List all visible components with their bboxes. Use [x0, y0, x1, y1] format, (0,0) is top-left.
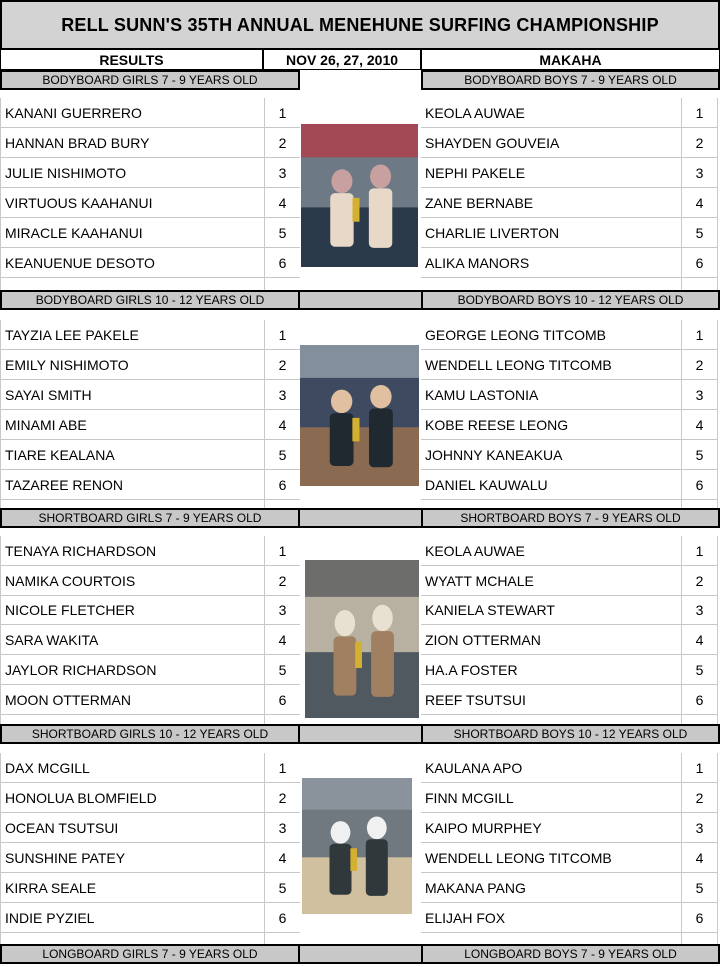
- spacer-row: [421, 933, 718, 944]
- place-number: 4: [264, 625, 300, 654]
- athlete-name: INDIE PYZIEL: [5, 909, 95, 926]
- athlete-name: KAULANA APO: [425, 759, 523, 776]
- result-row: [421, 158, 718, 188]
- place-number: 5: [681, 440, 717, 469]
- athlete-name: MIRACLE KAAHANUI: [5, 224, 143, 241]
- athlete-name: MINAMI ABE: [5, 416, 87, 433]
- athlete-name: NAMIKA COURTOIS: [5, 572, 136, 589]
- category-header: SHORTBOARD BOYS 10 - 12 YEARS OLD: [421, 724, 720, 744]
- result-row: [0, 350, 300, 380]
- location-header: MAKAHA: [421, 50, 720, 70]
- place-number: 3: [681, 595, 717, 624]
- athlete-name: ALIKA MANORS: [425, 254, 530, 271]
- place-number: 2: [264, 128, 300, 157]
- result-row: [421, 536, 718, 566]
- athlete-name: KANANI GUERRERO: [5, 104, 142, 121]
- athlete-name: CHARLIE LIVERTON: [425, 224, 560, 241]
- spacer-cell: [1, 278, 264, 290]
- athlete-name: SHAYDEN GOUVEIA: [425, 134, 560, 151]
- spacer-cell: [421, 500, 681, 508]
- result-row: [0, 595, 300, 625]
- athlete-name: KAMU LASTONIA: [425, 386, 539, 403]
- result-row: [0, 843, 300, 873]
- category-header: BODYBOARD GIRLS 10 - 12 YEARS OLD: [0, 290, 300, 310]
- place-number: 3: [264, 380, 300, 409]
- category-divider: [300, 944, 421, 964]
- athlete-name: JOHNNY KANEAKUA: [425, 446, 563, 463]
- result-row: [0, 380, 300, 410]
- place-number: 4: [681, 188, 717, 217]
- place-number: 1: [264, 753, 300, 782]
- category-divider: [300, 724, 421, 744]
- spacer-cell: [681, 715, 717, 724]
- spacer-row: [421, 500, 718, 508]
- category-header: SHORTBOARD GIRLS 10 - 12 YEARS OLD: [0, 724, 300, 744]
- result-row: [421, 813, 718, 843]
- place-number: 4: [681, 410, 717, 439]
- place-number: 6: [681, 470, 717, 499]
- place-number: 3: [681, 380, 717, 409]
- spacer-cell: [1, 500, 264, 508]
- place-number: 1: [264, 536, 300, 565]
- spacer-cell: [421, 278, 681, 290]
- place-number: 4: [264, 410, 300, 439]
- result-row: [0, 813, 300, 843]
- award-photo-icon: [302, 778, 412, 914]
- athlete-name: HONOLUA BLOMFIELD: [5, 789, 157, 806]
- result-row: [0, 536, 300, 566]
- place-number: 2: [681, 350, 717, 379]
- athlete-name: ELIJAH FOX: [425, 909, 506, 926]
- athlete-name: JULIE NISHIMOTO: [5, 164, 127, 181]
- place-number: 6: [681, 903, 717, 932]
- place-number: 2: [681, 128, 717, 157]
- category-divider: [300, 290, 421, 310]
- athlete-name: TAYZIA LEE PAKELE: [5, 326, 139, 343]
- place-number: 5: [264, 655, 300, 684]
- result-row: [0, 248, 300, 278]
- result-row: [0, 440, 300, 470]
- spacer-row: [421, 278, 718, 290]
- category-header: SHORTBOARD BOYS 7 - 9 YEARS OLD: [421, 508, 720, 528]
- place-number: 1: [264, 320, 300, 349]
- spacer-row: [0, 500, 300, 508]
- result-row: [421, 218, 718, 248]
- athlete-name: ZION OTTERMAN: [425, 631, 541, 648]
- result-row: [0, 410, 300, 440]
- place-number: 3: [681, 813, 717, 842]
- result-row: [0, 320, 300, 350]
- place-number: 2: [264, 350, 300, 379]
- place-number: 3: [264, 158, 300, 187]
- athlete-name: DANIEL KAUWALU: [425, 476, 548, 493]
- result-row: [421, 753, 718, 783]
- place-number: 6: [264, 685, 300, 714]
- result-row: [421, 128, 718, 158]
- place-number: 6: [264, 903, 300, 932]
- place-number: 2: [264, 783, 300, 812]
- result-row: [421, 655, 718, 685]
- result-row: [0, 655, 300, 685]
- result-row: [421, 440, 718, 470]
- athlete-name: MAKANA PANG: [425, 879, 526, 896]
- athlete-name: SUNSHINE PATEY: [5, 849, 126, 866]
- spacer-cell: [681, 500, 717, 508]
- place-number: 1: [681, 98, 717, 127]
- athlete-name: TAZAREE RENON: [5, 476, 123, 493]
- athlete-name: HANNAN BRAD BURY: [5, 134, 150, 151]
- result-row: [421, 625, 718, 655]
- result-row: [421, 410, 718, 440]
- result-row: [0, 98, 300, 128]
- place-number: 5: [681, 218, 717, 247]
- category-header: BODYBOARD GIRLS 7 - 9 YEARS OLD: [0, 70, 300, 90]
- athlete-name: KIRRA SEALE: [5, 879, 97, 896]
- place-number: 1: [264, 98, 300, 127]
- result-row: [0, 566, 300, 596]
- result-row: [421, 843, 718, 873]
- spacer-cell: [1, 933, 264, 944]
- result-row: [421, 248, 718, 278]
- spacer-cell: [421, 715, 681, 724]
- result-row: [421, 903, 718, 933]
- athlete-name: VIRTUOUS KAAHANUI: [5, 194, 153, 211]
- page-title: RELL SUNN'S 35TH ANNUAL MENEHUNE SURFING CHAMPIONSHIP: [0, 0, 720, 50]
- award-photo-icon: [301, 124, 418, 267]
- spacer-row: [0, 715, 300, 724]
- place-number: 2: [264, 566, 300, 595]
- place-number: 3: [264, 813, 300, 842]
- athlete-name: KOBE REESE LEONG: [425, 416, 569, 433]
- athlete-name: ZANE BERNABE: [425, 194, 534, 211]
- result-row: [421, 873, 718, 903]
- category-header: BODYBOARD BOYS 10 - 12 YEARS OLD: [421, 290, 720, 310]
- category-header: SHORTBOARD GIRLS 7 - 9 YEARS OLD: [0, 508, 300, 528]
- place-number: 5: [681, 655, 717, 684]
- result-row: [421, 685, 718, 715]
- spacer-cell: [421, 933, 681, 944]
- athlete-name: TIARE KEALANA: [5, 446, 115, 463]
- athlete-name: WENDELL LEONG TITCOMB: [425, 356, 612, 373]
- result-row: [0, 128, 300, 158]
- category-header: LONGBOARD GIRLS 7 - 9 YEARS OLD: [0, 944, 300, 964]
- athlete-name: DAX MCGILL: [5, 759, 90, 776]
- dates-header: NOV 26, 27, 2010: [263, 50, 421, 70]
- athlete-name: WENDELL LEONG TITCOMB: [425, 849, 612, 866]
- category-divider: [300, 508, 421, 528]
- spacer-cell: [264, 715, 300, 724]
- result-row: [0, 470, 300, 500]
- athlete-name: JAYLOR RICHARDSON: [5, 661, 157, 678]
- result-row: [421, 350, 718, 380]
- athlete-name: SAYAI SMITH: [5, 386, 92, 403]
- spacer-row: [0, 278, 300, 290]
- result-row: [0, 625, 300, 655]
- place-number: 6: [264, 248, 300, 277]
- result-row: [0, 188, 300, 218]
- athlete-name: REEF TSUTSUI: [425, 691, 526, 708]
- athlete-name: KEOLA AUWAE: [425, 104, 525, 121]
- place-number: 4: [264, 843, 300, 872]
- place-number: 1: [681, 320, 717, 349]
- place-number: 5: [681, 873, 717, 902]
- athlete-name: KEOLA AUWAE: [425, 542, 525, 559]
- athlete-name: EMILY NISHIMOTO: [5, 356, 129, 373]
- spacer-cell: [681, 278, 717, 290]
- athlete-name: KANIELA STEWART: [425, 601, 555, 618]
- award-photo-icon: [305, 560, 419, 718]
- result-row: [421, 320, 718, 350]
- spacer-cell: [264, 278, 300, 290]
- spacer-row: [421, 715, 718, 724]
- athlete-name: KAIPO MURPHEY: [425, 819, 542, 836]
- athlete-name: WYATT MCHALE: [425, 572, 534, 589]
- athlete-name: SARA WAKITA: [5, 631, 99, 648]
- place-number: 6: [681, 685, 717, 714]
- category-header: LONGBOARD BOYS 7 - 9 YEARS OLD: [421, 944, 720, 964]
- result-row: [421, 470, 718, 500]
- athlete-name: MOON OTTERMAN: [5, 691, 131, 708]
- spacer-cell: [264, 933, 300, 944]
- place-number: 3: [264, 595, 300, 624]
- place-number: 6: [681, 248, 717, 277]
- result-row: [0, 753, 300, 783]
- athlete-name: HA.A FOSTER: [425, 661, 518, 678]
- athlete-name: KEANUENUE DESOTO: [5, 254, 155, 271]
- category-header: BODYBOARD BOYS 7 - 9 YEARS OLD: [421, 70, 720, 90]
- place-number: 4: [681, 625, 717, 654]
- result-row: [0, 903, 300, 933]
- place-number: 1: [681, 536, 717, 565]
- spacer-cell: [681, 933, 717, 944]
- spacer-cell: [1, 715, 264, 724]
- place-number: 3: [681, 158, 717, 187]
- athlete-name: TENAYA RICHARDSON: [5, 542, 157, 559]
- result-row: [421, 380, 718, 410]
- place-number: 5: [264, 440, 300, 469]
- athlete-name: OCEAN TSUTSUI: [5, 819, 119, 836]
- place-number: 5: [264, 218, 300, 247]
- result-row: [0, 218, 300, 248]
- place-number: 4: [681, 843, 717, 872]
- result-row: [0, 158, 300, 188]
- result-row: [421, 98, 718, 128]
- place-number: 2: [681, 566, 717, 595]
- award-photo-icon: [300, 345, 419, 486]
- place-number: 6: [264, 470, 300, 499]
- result-row: [421, 566, 718, 596]
- spacer-row: [0, 933, 300, 944]
- result-row: [0, 783, 300, 813]
- result-row: [421, 595, 718, 625]
- place-number: 1: [681, 753, 717, 782]
- place-number: 2: [681, 783, 717, 812]
- results-header: RESULTS: [0, 50, 263, 70]
- athlete-name: NEPHI PAKELE: [425, 164, 526, 181]
- result-row: [421, 783, 718, 813]
- result-row: [421, 188, 718, 218]
- athlete-name: GEORGE LEONG TITCOMB: [425, 326, 606, 343]
- spacer-cell: [264, 500, 300, 508]
- athlete-name: FINN MCGILL: [425, 789, 514, 806]
- place-number: 5: [264, 873, 300, 902]
- place-number: 4: [264, 188, 300, 217]
- result-row: [0, 873, 300, 903]
- result-row: [0, 685, 300, 715]
- athlete-name: NICOLE FLETCHER: [5, 601, 135, 618]
